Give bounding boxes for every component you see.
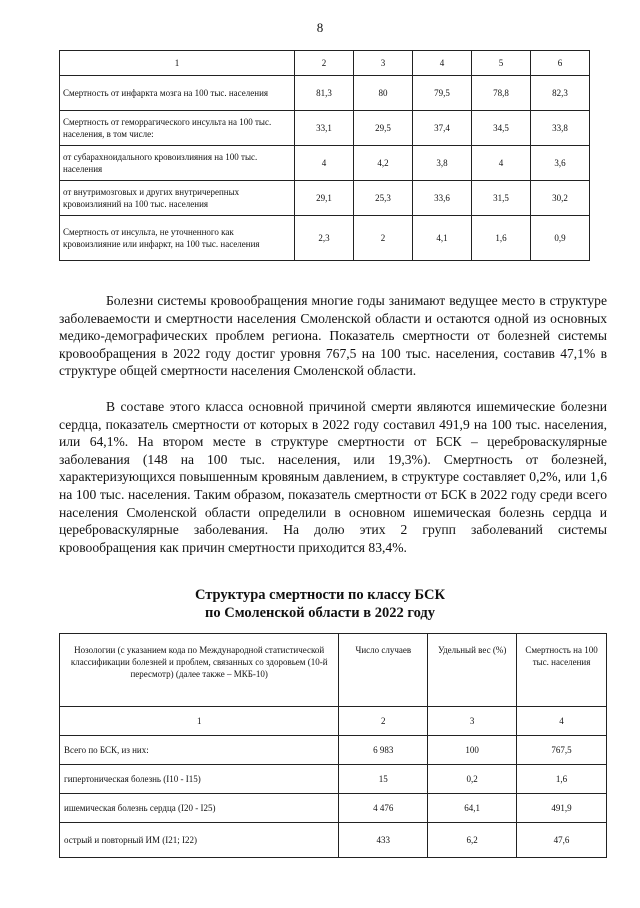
table-row: [60, 111, 590, 146]
column-number: 1: [60, 707, 339, 736]
column-number: 3: [428, 707, 517, 736]
cell-value: 31,5: [472, 181, 531, 216]
cell-share: 6,2: [428, 823, 517, 858]
cell-share: 100: [428, 736, 517, 765]
table-row: [60, 736, 607, 765]
mortality-stroke-table: [59, 50, 590, 261]
header-cell: 4: [413, 51, 472, 76]
row-label: от субарахноидального кровоизлияния на 100 тыс. населения: [60, 146, 295, 181]
table-row: [60, 76, 590, 111]
cell-value: 79,5: [413, 76, 472, 111]
paragraph-bsk-overview: [59, 292, 607, 380]
cell-cases: 6 983: [339, 736, 428, 765]
cell-value: 30,2: [531, 181, 590, 216]
column-number: 4: [517, 707, 607, 736]
cell-value: 3,8: [413, 146, 472, 181]
cell-value: 78,8: [472, 76, 531, 111]
paragraph-bsk-structure: [59, 398, 607, 556]
row-label: острый и повторный ИМ (I21; I22): [60, 823, 339, 858]
cell-share: 0,2: [428, 765, 517, 794]
table-row: [60, 146, 590, 181]
table-row: [60, 794, 607, 823]
table-row: [60, 823, 607, 858]
table-header-row: [60, 51, 590, 76]
column-number-row: [60, 707, 607, 736]
cell-value: 29,5: [354, 111, 413, 146]
cell-rate: 1,6: [517, 765, 607, 794]
cell-value: 34,5: [472, 111, 531, 146]
cell-value: 3,6: [531, 146, 590, 181]
table-row: [60, 765, 607, 794]
section-title: [0, 586, 640, 622]
cell-value: 33,1: [295, 111, 354, 146]
section-title-line: Структура смертности по классу БСК: [194, 587, 446, 603]
cell-value: 4: [472, 146, 531, 181]
row-label: от внутримозговых и других внутричерепных кровоизлияний на 100 тыс. населения: [60, 181, 295, 216]
page-number: 8: [316, 20, 324, 35]
paragraph-text: В составе этого класса основной причиной смерти являются ишемические болезни сердца, показатель смертности от которых в 2022 году составил 491,9 на 100 тыс. населения, или 64,1%. На втором месте в структуре смертности от БСК – цереброваскулярные заболевания (148 на 100 тыс. населения, или 19,3%). Смертность от болезней, характеризующихся повышенным кровяным давлением, в структуре составляет 0,2%, или 1,6 на 100 тыс. населения. Таким образом, показатель смертности от БСК в 2022 году среди всего населения Смоленской области определили в основном ишемическая болезнь сердца и цереброваскулярные заболевания. На долю этих 2 групп заболеваний системы кровообращения как причин смертности приходится 83,4%.: [59, 399, 607, 555]
column-header: Число случаев: [339, 634, 428, 707]
header-cell: 5: [472, 51, 531, 76]
column-header: Смертность на 100 тыс. населения: [517, 634, 607, 707]
cell-value: 4: [295, 146, 354, 181]
table-row: [60, 181, 590, 216]
table-row: [60, 216, 590, 261]
cell-share: 64,1: [428, 794, 517, 823]
cell-cases: 15: [339, 765, 428, 794]
cell-value: 2,3: [295, 216, 354, 261]
column-header: Нозологии (с указанием кода по Международной статистической классификации болезней и проблем, связанных со здоровьем (10-й пересмотр) (далее также – МКБ-10): [60, 634, 339, 707]
row-label: гипертоническая болезнь (I10 - I15): [60, 765, 339, 794]
cell-value: 33,8: [531, 111, 590, 146]
header-cell: 3: [354, 51, 413, 76]
cell-value: 4,1: [413, 216, 472, 261]
column-number: 2: [339, 707, 428, 736]
table-header-row: [60, 634, 607, 707]
cell-value: 2: [354, 216, 413, 261]
row-label: Смертность от геморрагического инсульта на 100 тыс. населения, в том числе:: [60, 111, 295, 146]
cell-value: 29,1: [295, 181, 354, 216]
cell-value: 25,3: [354, 181, 413, 216]
row-label: ишемическая болезнь сердца (I20 - I25): [60, 794, 339, 823]
header-cell: 1: [60, 51, 295, 76]
cell-value: 0,9: [531, 216, 590, 261]
header-cell: 6: [531, 51, 590, 76]
cell-value: 4,2: [354, 146, 413, 181]
cell-rate: 491,9: [517, 794, 607, 823]
row-label: Смертность от инсульта, не уточненного как кровоизлияние или инфаркт, на 100 тыс. населения: [60, 216, 295, 261]
cell-rate: 767,5: [517, 736, 607, 765]
cell-value: 37,4: [413, 111, 472, 146]
cell-cases: 433: [339, 823, 428, 858]
cell-value: 81,3: [295, 76, 354, 111]
cell-value: 33,6: [413, 181, 472, 216]
column-header: Удельный вес (%): [428, 634, 517, 707]
cell-cases: 4 476: [339, 794, 428, 823]
bsk-structure-table: [59, 633, 607, 858]
row-label: Смертность от инфаркта мозга на 100 тыс. населения: [60, 76, 295, 111]
cell-value: 1,6: [472, 216, 531, 261]
paragraph-text: Болезни системы кровообращения многие годы занимают ведущее место в структуре заболеваемости и смертности населения Смоленской области и остаются одной из основных медико-демографических проблем региона. Показатель смертности от болезней системы кровообращения в 2022 году достиг уровня 767,5 на 100 тыс. населения, составив 47,1% в структуре общей смертности населения Смоленской области.: [59, 293, 607, 379]
cell-rate: 47,6: [517, 823, 607, 858]
cell-value: 82,3: [531, 76, 590, 111]
row-label: Всего по БСК, из них:: [60, 736, 339, 765]
section-title-line: по Смоленской области в 2022 году: [205, 605, 435, 621]
header-cell: 2: [295, 51, 354, 76]
cell-value: 80: [354, 76, 413, 111]
